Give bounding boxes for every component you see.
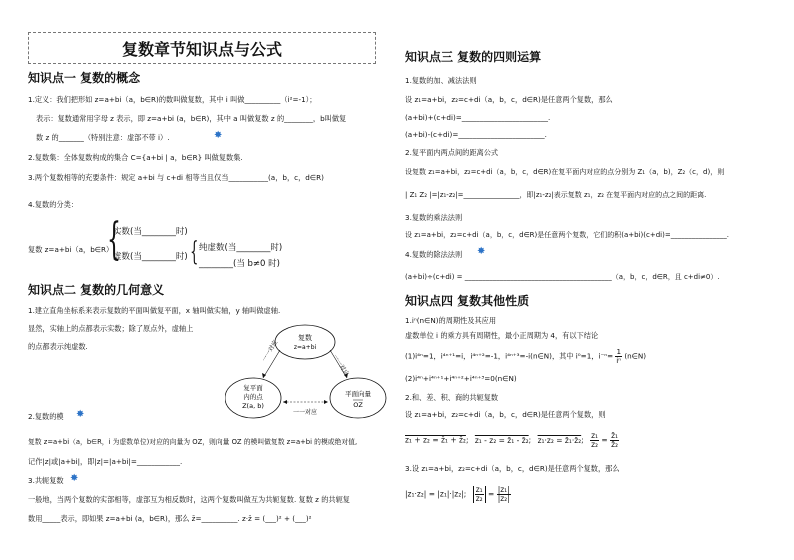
k3-line-2: 设 z₁=a+bi，z₂=c+di（a，b，c，d∈R)是任意两个复数，那么 [405, 95, 613, 104]
diagram-right-sub: OZ [353, 401, 363, 409]
k4-line-5: 2.和、差、积、商的共轭复数 [405, 393, 499, 402]
mod-quot-left [473, 486, 486, 503]
mod-line-2: 记作|z|或|a+bi|，即|z|=|a+bi|=____________. [28, 457, 183, 466]
k3-line-5: 2.复平面内两点间的距离公式 [405, 148, 499, 157]
star-icon: ✸ [214, 130, 223, 141]
conj-formula-2: z₁ - z₂ = z̄₁ - z̄₂ [474, 435, 529, 445]
k4-line-2: 虚数单位 i 的乘方具有周期性，最小正周期为 4，有以下结论 [405, 331, 599, 340]
classify-nonpure: ________(当 b≠0 时) [199, 259, 280, 269]
diagram-node-complex [275, 325, 335, 359]
k1-line-5: 3.两个复数相等的充要条件：规定 a+bi 与 c+di 相等当且仅当___________(a，b，c，d∈R) [28, 173, 324, 182]
mod-line-1: 复数 z=a+bi（a，b∈R，i 为虚数单位)对应的向量为 OZ，则向量 OZ 的模叫做复数 z=a+bi 的模或绝对值, [28, 438, 358, 446]
mod-quot-rnum: |z₁| [497, 485, 510, 494]
conj-formulas: z₁ + z₂ = z̄₁ + z̄₂; z₁ - z₂ = z̄₁ - z̄₂; z₁·z₂ = z̄₁·z̄₂; $\frac{\text{z₁}}{\text{z₂}}$ = $\frac{\text{z̄₁}}{\text{z̄₂}}$ [405, 431, 619, 449]
diagram-right-label: 平面向量 [345, 390, 371, 398]
conj-quot-rnum: z̄₁ [611, 431, 619, 440]
k1-line-1: 1.定义：我们把形如 z=a+bi（a，b∈R)的数叫做复数，其中 i 叫做__________（i²=-1）； [28, 95, 317, 104]
diagram-top-sub: z=a+bi [293, 344, 317, 351]
k3-line-8: 3.复数的乘法法则 [405, 213, 463, 222]
diagram-node-vector [330, 378, 386, 418]
fraction-num: 1 [616, 347, 622, 356]
classify-imag: 虚数(当________时) [113, 252, 188, 262]
mod-quot-right [497, 486, 511, 503]
k4-line-3 [405, 348, 646, 365]
brace-small-icon: { [190, 237, 199, 267]
k4-heading: 知识点四 复数其他性质 [405, 294, 530, 308]
classify-root: 复数 z=a+bi（a，b∈R） [28, 245, 114, 254]
conj-quot-den: z₂ [591, 440, 599, 449]
mod-quot-num: z₁ [475, 485, 483, 494]
k3-line-7: | Z₁ Z₂ |=|z₁-z₂|=________________，即|z₁-z₂|表示复数 z₁，z₂ 在复平面内对应的点之间的距离. [405, 191, 707, 199]
k3-line-3: (a+bi)+(c+di)=________________________. [405, 113, 551, 122]
diagram-top-label: 复数 [298, 334, 312, 342]
k3-line-9: 设 z₁=a+bi，z₂=c+di（a，b，c，d∈R)是任意两个复数，它们的积(a+bi)(c+di)=________________. [405, 231, 729, 239]
diagram-arrow-bottom-label: 一一对应 [292, 409, 318, 416]
star-icon: ✸ [477, 246, 486, 257]
classify-real: 实数(当________时) [113, 227, 188, 237]
k4-line-7: 3.设 z₁=a+bi，z₂=c+di（a，b，c，d∈R)是任意两个复数，那么 [405, 464, 620, 473]
k4-line-1: 1.iⁿ(n∈N)的周期性及其应用 [405, 316, 497, 325]
fraction [615, 348, 622, 365]
mod-prod: |z₁·z₂| = |z₁|·|z₂| [405, 489, 464, 499]
k1-line-2: 表示：复数通常用字母 z 表示，即 z=a+bi (a，b∈R)，其中 a 叫做复数 z 的________，b叫做复 [36, 114, 347, 123]
k3-line-10: 4.复数的除法法则 [405, 250, 463, 259]
conj-quot-rden: z̄₂ [611, 440, 619, 449]
k3-line-6: 设复数 z₁=a+bi，z₂=c+di（a，b，c，d∈R)在复平面内对应的点分别为 Z₁（a，b)，Z₂（c，d)，则 [405, 168, 725, 176]
conj-quotient [590, 432, 599, 449]
k1-heading: 知识点一 复数的概念 [28, 71, 141, 85]
conj-line-1: 一般地，当两个复数的实部相等，虚部互为相反数时，这两个复数叫做互为共轭复数. 复数 z 的共轭复 [28, 495, 350, 504]
diagram-left-label-3: Z(a, b) [242, 402, 264, 410]
conj-quot-right [610, 432, 619, 449]
star-icon: ✸ [70, 473, 79, 484]
conj-formula-3: z₁·z₂ = z̄₁·z̄₂ [537, 435, 582, 445]
conj-heading: 3.共轭复数 [28, 476, 64, 485]
diagram-arrow-right-label: 一一对应 [331, 353, 350, 378]
conj-formula-1: z₁ + z₂ = z̄₁ + z̄₂ [405, 435, 466, 445]
k4-line-3-tail: (n∈N) [624, 351, 647, 361]
mod-heading: 2.复数的模 [28, 412, 64, 421]
k2-line-2: 显然，实轴上的点都表示实数；除了原点外，虚轴上 [28, 324, 194, 333]
correspondence-diagram [225, 320, 390, 420]
k1-line-3: 数 z 的_______（特别注意：虚部不带 i）. [36, 133, 170, 142]
k4-line-6: 设 z₁=a+bi，z₂=c+di（a，b，c，d∈R)是任意两个复数，则 [405, 410, 606, 419]
k3-line-11: (a+bi)÷(c+di) = __________________________________________（a，b，c，d∈R，且 c+di≠0）. [405, 273, 720, 281]
k4-line-4: (2)i⁴ⁿ+i⁴ⁿ⁺¹+i⁴ⁿ⁺²+i⁴ⁿ⁺³=0(n∈N) [405, 374, 517, 383]
mod-formulas: |z₁·z₂| = |z₁|·|z₂|; $\frac{\text{z₁}}{\text{z₂}}$ = $\frac{\text{|z₁|}}{\text{|z₂|}}$ [405, 485, 510, 503]
fraction-den: iⁿ [616, 356, 622, 365]
k2-line-1: 1.建立直角坐标系来表示复数的平面叫做复平面，x 轴叫做实轴，y 轴叫做虚轴. [28, 306, 281, 315]
k1-line-4: 2.复数集：全体复数构成的集合 C={a+bi | a，b∈R} 叫做复数集. [28, 153, 243, 162]
mod-quot-den: z₂ [475, 494, 483, 503]
k4-line-3-text: (1)i⁴ⁿ=1，i⁴ⁿ⁺¹=i，i⁴ⁿ⁺²=-1，i⁴ⁿ⁺³=-i(n∈N)，其中 i⁰=1，i⁻ⁿ= [405, 351, 614, 361]
conj-quot-num: z₁ [591, 431, 599, 440]
page-title: 复数章节知识点与公式 [28, 32, 376, 64]
k2-line-3: 的点都表示纯虚数. [28, 342, 88, 351]
k3-line-1: 1.复数的加、减法法则 [405, 76, 477, 85]
k1-line-6: 4.复数的分类： [28, 200, 78, 209]
classify-pure: 纯虚数(当________时) [199, 243, 283, 253]
mod-quot-rden: |z₂| [497, 494, 510, 503]
brace-icon: { [107, 214, 121, 265]
diagram-left-label-2: 内的点 [243, 393, 263, 401]
conj-line-2: 数用_____表示，即如果 z=a+bi (a，b∈R)，那么 z̄=__________. z·z̄ = (___)² + (___)² [28, 514, 312, 523]
diagram-arrow-left-label: 一一对应 [260, 338, 280, 364]
diagram-left-label: 复平面 [243, 384, 263, 392]
k2-heading: 知识点二 复数的几何意义 [28, 283, 165, 297]
k3-line-4: (a+bi)-(c+di)=________________________. [405, 130, 547, 139]
star-icon: ✸ [76, 409, 85, 420]
k3-heading: 知识点三 复数的四则运算 [405, 50, 542, 64]
